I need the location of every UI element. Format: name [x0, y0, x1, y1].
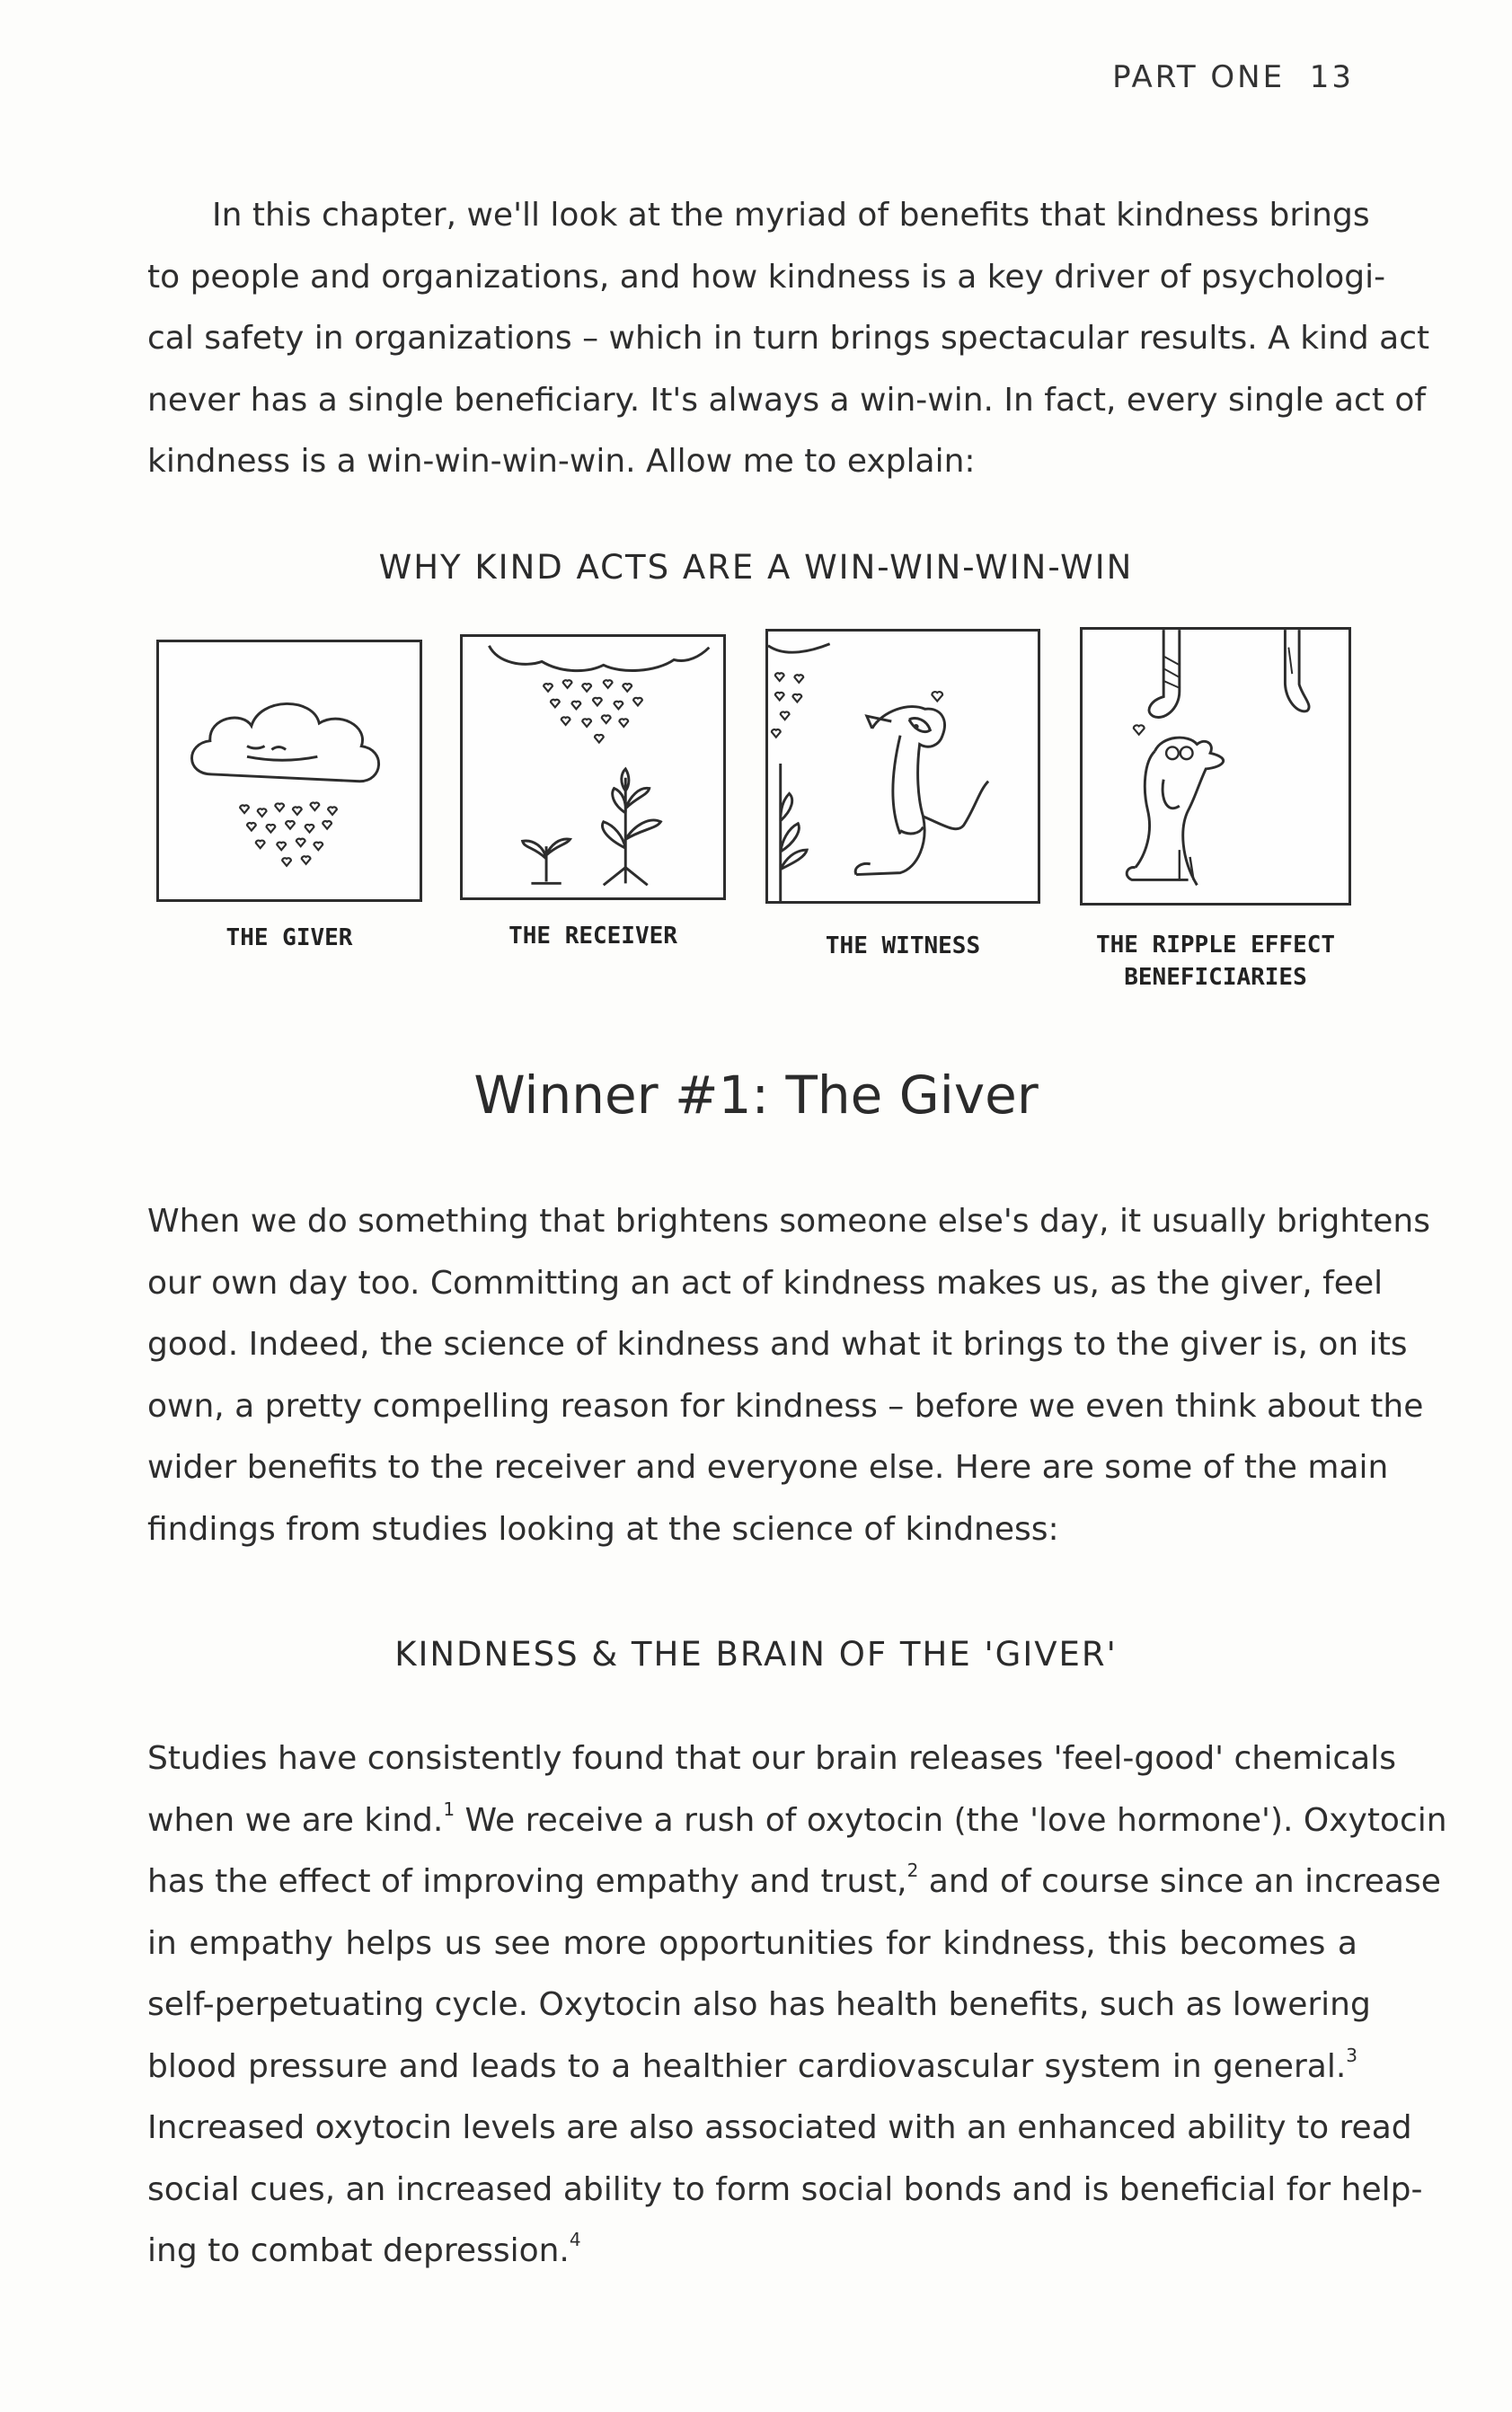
subsection-title: KINDNESS & THE BRAIN OF THE 'GIVER': [394, 1635, 1118, 1674]
subsection-line: [147, 1913, 1357, 1975]
section-title: Winner #1: The Giver: [473, 1065, 1039, 1126]
panel-label-witness: THE WITNESS: [825, 932, 981, 959]
panel-label-ripple-line2: BENEFICIARIES: [1124, 964, 1307, 991]
footnote-marker: 4: [569, 2229, 581, 2250]
panel-label-ripple-line1: THE RIPPLE EFFECT: [1095, 932, 1336, 959]
intro-line: kindness is a win-win-win-win. Allow me to explain:: [147, 443, 976, 480]
section-line: findings from studies looking at the science of kindness:: [147, 1510, 1059, 1548]
subsection-line: [147, 1975, 1371, 2037]
subsection-text: Studies have consistently found that our brain releases 'feel-good' chemicals: [147, 1740, 1396, 1777]
subsection-text: self-perpetuating cycle. Oxytocin also has health benefits, such as lowering: [147, 1986, 1371, 2023]
subsection-line: [147, 1851, 1441, 1913]
figure-title: WHY KIND ACTS ARE A WIN-WIN-WIN-WIN: [378, 548, 1134, 587]
subsection-text: We receive a rush of oxytocin (the 'love hormone'). Oxytocin: [455, 1801, 1447, 1839]
dog-under-swinging-legs-icon: [1083, 630, 1348, 903]
subsection-text: blood pressure and leads to a healthier cardiovascular system in general.: [147, 2047, 1347, 2085]
dog-watching-plant-icon: [768, 632, 1038, 901]
panel-label-ripple-effect: [1080, 929, 1351, 994]
panel-receiver: [460, 634, 726, 900]
intro-line: cal safety in organizations – which in turn brings spectacular results. A kind act: [147, 320, 1430, 357]
footnote-marker: 3: [1346, 2044, 1357, 2066]
footnote-marker: 2: [906, 1860, 919, 1881]
footnote-marker: 1: [443, 1798, 455, 1820]
subsection-line: [147, 1728, 1396, 1790]
subsection-text: when we are kind.: [147, 1801, 444, 1839]
subsection-text: and of course since an increase: [918, 1863, 1441, 1900]
cloud-raining-hearts-icon: [159, 642, 420, 899]
subsection-body: [147, 1728, 1447, 2283]
section-line: our own day too. Committing an act of kindness makes us, as the giver, feel: [147, 1264, 1384, 1302]
subsection-line: [147, 2221, 1357, 2283]
running-head-title: PART ONE: [1112, 59, 1286, 95]
panel-giver: [156, 640, 422, 902]
subsection-text: in empathy helps us see more opportunities for kindness, this becomes a: [147, 1924, 1357, 1962]
section-line: wider benefits to the receiver and everyone else. Here are some of the main: [147, 1449, 1389, 1486]
section-body: [147, 1191, 1430, 1560]
section-line: good. Indeed, the science of kindness and what it brings to the giver is, on its: [147, 1326, 1408, 1363]
section-line: own, a pretty compelling reason for kindness – before we even think about the: [147, 1387, 1424, 1425]
subsection-line: [147, 2160, 1423, 2222]
subsection-text: has the effect of improving empathy and trust,: [147, 1863, 907, 1900]
section-line: When we do something that brightens someone else's day, it usually brightens: [147, 1203, 1430, 1240]
intro-line: to people and organizations, and how kindness is a key driver of psychologi-: [147, 258, 1386, 296]
seedlings-under-heart-rain-icon: [463, 637, 723, 897]
subsection-text: ing to combat depression.: [147, 2232, 570, 2269]
intro-line: In this chapter, we'll look at the myriad of benefits that kindness brings: [212, 197, 1370, 234]
intro-paragraph: [147, 185, 1430, 493]
panel-ripple-effect: [1080, 627, 1351, 906]
subsection-line: [147, 2037, 1357, 2098]
panel-label-receiver: THE RECEIVER: [508, 923, 677, 950]
intro-line: never has a single beneficiary. It's always a win-win. In fact, every single act of: [147, 381, 1427, 419]
subsection-line: [147, 2098, 1412, 2160]
panel-witness: [765, 629, 1040, 904]
running-head: [1112, 59, 1354, 95]
page-number: 13: [1309, 59, 1354, 95]
subsection-text: Increased oxytocin levels are also associated with an enhanced ability to read: [147, 2109, 1412, 2146]
subsection-line: [147, 1790, 1447, 1852]
panel-label-giver: THE GIVER: [225, 924, 353, 951]
subsection-text: social cues, an increased ability to form social bonds and is beneficial for help-: [147, 2170, 1423, 2208]
